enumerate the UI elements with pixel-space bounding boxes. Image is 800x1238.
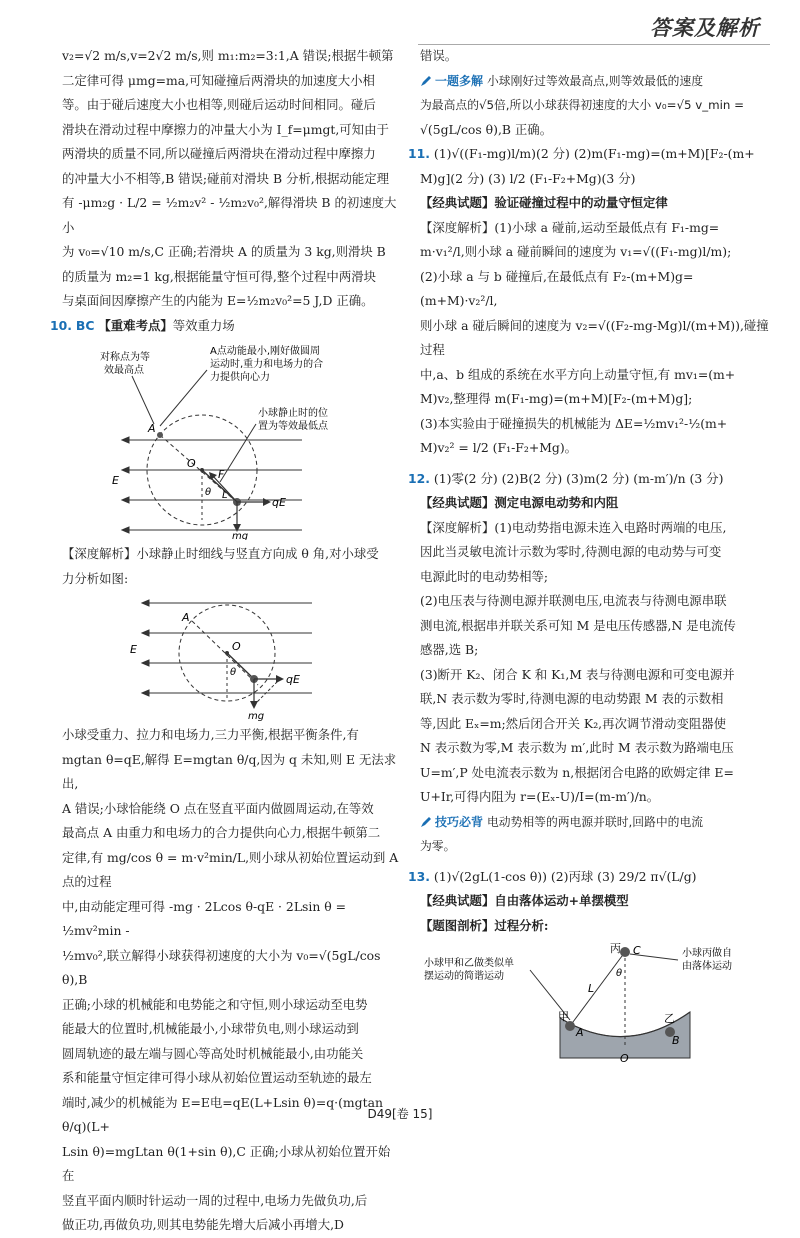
q9-continuation	[62, 44, 402, 314]
text-line: U+Ir,可得内阻为 r=(Eₓ-U)/I=(m-m′)/n。	[420, 789, 660, 804]
text-line: 滑块在滑动过程中摩擦力的冲量大小为 I_f=μmgt,可知由于	[62, 121, 389, 137]
fig-label: 摆运动的简谐运动	[424, 971, 504, 982]
q10-heading	[50, 314, 402, 339]
fig-label: O	[232, 640, 241, 653]
fig-label: 对称点为等	[100, 352, 150, 363]
fig-label: B	[672, 1034, 680, 1047]
text-line: (2)电压表与待测电源并联测电压,电流表与待测电源串联	[420, 593, 727, 608]
page-header-title: 答案及解析	[650, 16, 760, 40]
page-footer: D49[卷 15]	[367, 1107, 433, 1121]
text-line: 中,由动能定理可得 -mg · 2Lcos θ-qE · 2Lsin θ = ½mv²min -	[62, 898, 347, 938]
center-point	[200, 468, 204, 472]
text-line: (2)小球 a 与 b 碰撞后,在最低点有 F₂-(m+M)g=(m+M)·v₂²/l,	[420, 268, 694, 308]
text-line: 则小球 a 碰后瞬间的速度为 v₂=√((F₂-mg-Mg)l/(m+M)),碰撞过程	[420, 317, 769, 357]
question-number: 11.	[408, 146, 430, 161]
text-line: 【深度解析】(1)电动势指电源未连入电路时两端的电压,	[420, 519, 727, 535]
fig-label: qE	[286, 673, 300, 686]
q12-answer	[408, 467, 770, 492]
text-line: (3)本实验由于碰撞损失的机械能为 ΔE=½mv₁²-½(m+	[420, 415, 728, 431]
text-line: 系和能量守恒定律可得小球从初始位置运动至轨迹的最左	[62, 1070, 372, 1085]
text-line: v₂=√2 m/s,v=2√2 m/s,则 m₁:m₂=3:1,A 错误;根据牛顿第	[62, 48, 394, 63]
fig-label: 小球甲和乙做类似单	[424, 958, 514, 969]
fig-label: 力提供向心力	[210, 372, 270, 383]
fig-label: θ	[616, 968, 623, 979]
fig-label: A点动能最小,刚好做圆周	[210, 346, 321, 357]
text-line: 正确;小球的机械能和电势能之和守恒,则小球运动至电势	[62, 996, 368, 1012]
topic-label: 等效重力场	[172, 317, 235, 333]
text-line: 的质量为 m₂=1 kg,根据能量守恒可得,整个过程中两滑块	[62, 268, 376, 284]
fig-label: O	[187, 457, 196, 470]
text-line: 测电流,根据串并联关系可知 M 是电压传感器,N 是电流传	[420, 617, 736, 633]
text-line: 定律,有 mg/cos θ = m·v²min/L,则小球从初始位置运动到 A 点的过程	[62, 849, 399, 889]
fig-label: mg	[232, 531, 249, 540]
tip-one-problem-multiple-solutions	[420, 69, 770, 94]
q13-answer	[408, 865, 770, 890]
fig-label: E	[130, 643, 137, 656]
text-line: 端时,减少的机械能为 E=E电=qE(L+Lsin θ)=q·(mgtan θ/q)(L+	[62, 1094, 383, 1134]
section-tag: 【重难考点】	[98, 317, 173, 333]
text-line: 有 -μm₂g · L/2 = ½m₂v² - ½m₂v₀²,解得滑块 B 的初速度大小	[62, 195, 397, 235]
text-line: 两滑块的质量不同,所以碰撞后两滑块在滑动过程中摩擦力	[62, 146, 376, 161]
resultant-line	[254, 679, 280, 705]
tip-label: 一题多解	[435, 73, 484, 88]
fig-label: 甲	[558, 1010, 569, 1023]
text-line: 力分析如图:	[62, 570, 129, 586]
fig-label: E	[112, 474, 119, 487]
text-line: mgtan θ=qE,解得 E=mgtan θ/q,因为 q 未知,则 E 无法求出,	[62, 751, 397, 791]
fig-label: 小球丙做自	[682, 948, 732, 959]
text-line: 【经典试题】验证碰撞过程中的动量守恒定律	[420, 195, 668, 210]
pencil-icon	[420, 816, 432, 828]
figure-force-analysis	[82, 593, 382, 721]
fig-label: 小球静止时的位	[258, 408, 328, 419]
text-line: 因此当灵敏电流计示数为零时,待测电源的电动势与可变	[420, 544, 722, 559]
figure-equivalent-gravity-field	[72, 340, 372, 540]
pointer-line	[160, 370, 207, 426]
text-line: N 表示数为零,M 表示数为 m′,此时 M 表示数为路端电压	[420, 740, 734, 755]
fig-label: C	[633, 944, 641, 957]
text-line: 小球受重力、拉力和电场力,三力平衡,根据平衡条件,有	[62, 727, 359, 742]
pointer-line	[132, 376, 154, 424]
text-line: (1)零(2 分) (2)B(2 分) (3)m(2 分) (m-m′)/n (3 分)	[433, 470, 724, 486]
text-line: 【深度解析】(1)小球 a 碰前,运动至最低点有 F₁-mg=	[420, 219, 720, 235]
fig-label: qE	[272, 496, 286, 509]
text-line: 最高点 A 由重力和电场力的合力提供向心力,根据牛顿第二	[62, 825, 381, 840]
text-line: 的冲量大小不相等,B 错误;碰前对滑块 B 分析,根据动能定理	[62, 170, 390, 186]
fig-label: 置为等效最低点	[258, 421, 328, 432]
text-line: 做正功,再做负功,则其电势能先增大后减小再增大,D	[62, 1217, 344, 1232]
fig-label: θ	[205, 487, 212, 498]
fig-label: 乙	[664, 1012, 675, 1025]
text-line: 能最大的位置时,机械能最小,小球带负电,则小球运动到	[62, 1021, 359, 1036]
text-line: (1)√((F₁-mg)l/m)(2 分) (2)m(F₁-mg)=(m+M)[F₂-(m+	[433, 146, 755, 161]
fig-label: 由落体运动	[682, 961, 732, 972]
text-line: 竖直平面内顺时针运动一周的过程中,电场力先做负功,后	[62, 1192, 368, 1208]
text-line: 圆周轨迹的最左端与圆心等高处时机械能最小,由功能关	[62, 1045, 364, 1061]
tip-badge	[420, 69, 483, 94]
figure-pendulum-freefall	[420, 940, 760, 1065]
center-point	[225, 651, 229, 655]
text-line: 【经典试题】测定电源电动势和内阻	[420, 495, 619, 510]
text-line: √(5gL/cos θ),B 正确。	[420, 121, 553, 137]
fig-label: A	[148, 422, 156, 435]
text-line: 等。由于碰后速度大小也相等,则碰后运动时间相同。碰后	[62, 97, 376, 112]
pencil-icon	[420, 75, 432, 87]
fig-label: A	[182, 611, 190, 624]
point-a	[157, 432, 163, 438]
tip-memorize	[420, 810, 770, 835]
fig-label: 运动时,重力和电场力的合	[210, 359, 324, 370]
text-line: 中,a、b 组成的系统在水平方向上动量守恒,有 mv₁=(m+	[420, 366, 736, 382]
text-line: 电源此时的电动势相等;	[420, 568, 549, 584]
fig-label: L	[588, 982, 595, 995]
fig-label: 效最高点	[104, 365, 144, 376]
fig-label: θ	[230, 667, 237, 678]
text-line: 为 v₀=√10 m/s,C 正确;若滑块 A 的质量为 3 kg,则滑块 B	[62, 244, 386, 259]
text-line: M)v₂,整理得 m(F₁-mg)=(m+M)[F₂-(m+M)g];	[420, 391, 693, 406]
text-line: A 错误;小球恰能绕 O 点在竖直平面内做圆周运动,在等效	[62, 800, 374, 816]
answer-key: BC	[75, 317, 95, 333]
text-line: 小球刚好过等效最高点,则等效最低的速度	[486, 73, 704, 88]
text-line: m·v₁²/l,则小球 a 碰前瞬间的速度为 v₁=√((F₁-mg)l/m);	[420, 244, 732, 259]
text-line: 电动势相等的两电源并联时,回路中的电流	[486, 814, 704, 829]
text-line: 为最高点的√5倍,所以小球获得初速度的大小 v₀=√5 v_min =	[420, 98, 744, 112]
right-column	[408, 44, 770, 1067]
question-number: 13.	[408, 868, 430, 884]
radius-line	[570, 952, 625, 1026]
text-line: 感器,选 B;	[420, 642, 479, 657]
text-line: 联,N 表示数为零时,待测电源的电动势跟 M 表的示数相	[420, 691, 724, 706]
fig-label: 丙	[610, 942, 621, 955]
text-line: (3)断开 K₂、闭合 K 和 K₁,M 表与待测电源和可变电源并	[420, 666, 735, 682]
text-line: 与桌面间因摩擦产生的内能为 E=½m₂v₀²=5 J,D 正确。	[62, 293, 374, 308]
tip-badge	[420, 810, 483, 835]
text-line: 错误。	[420, 48, 458, 63]
question-number: 10.	[50, 317, 72, 333]
qe-arrowhead	[263, 498, 271, 506]
text-line: M)v₂² = l/2 (F₁-F₂+Mg)。	[420, 440, 578, 455]
question-number: 12.	[408, 470, 430, 486]
text-line: 【题图剖析】过程分析:	[420, 917, 549, 933]
ball-bing	[620, 947, 630, 957]
text-line: 为零。	[420, 839, 456, 853]
fig-label: L	[222, 490, 228, 501]
left-column	[50, 44, 402, 1238]
text-line: U=m′,P 处电流表示数为 n,根据闭合电路的欧姆定律 E=	[420, 764, 734, 780]
text-line: 等,因此 Eₓ=m;然后闭合开关 K₂,再次调节滑动变阻器使	[420, 715, 727, 731]
fig-label: F	[218, 468, 225, 481]
text-line: ½mv₀²,联立解得小球获得初速度的大小为 v₀=√(5gL/cos θ),B	[62, 947, 381, 987]
tip-label: 技巧必背	[435, 814, 484, 829]
text-line: 【经典试题】自由落体运动+单摆模型	[420, 893, 629, 908]
text-line: 二定律可得 μmg=ma,可知碰撞后两滑块的加速度大小相	[62, 72, 375, 88]
text-line: Lsin θ)=mgLtan θ(1+sin θ),C 正确;小球从初始位置开始在	[62, 1143, 391, 1183]
text-line: M)g](2 分) (3) l/2 (F₁-F₂+Mg)(3 分)	[420, 170, 636, 186]
fig-label: O	[620, 1052, 629, 1065]
q11-answer	[408, 142, 770, 167]
text-line: 【深度解析】小球静止时细线与竖直方向成 θ 角,对小球受	[62, 546, 379, 561]
pointer-line	[220, 424, 256, 482]
fig-label: mg	[248, 711, 265, 721]
text-line: (1)√(2gL(1-cos θ)) (2)丙球 (3) 29/2 π√(L/g)	[433, 868, 697, 884]
fig-label: A	[576, 1026, 584, 1039]
